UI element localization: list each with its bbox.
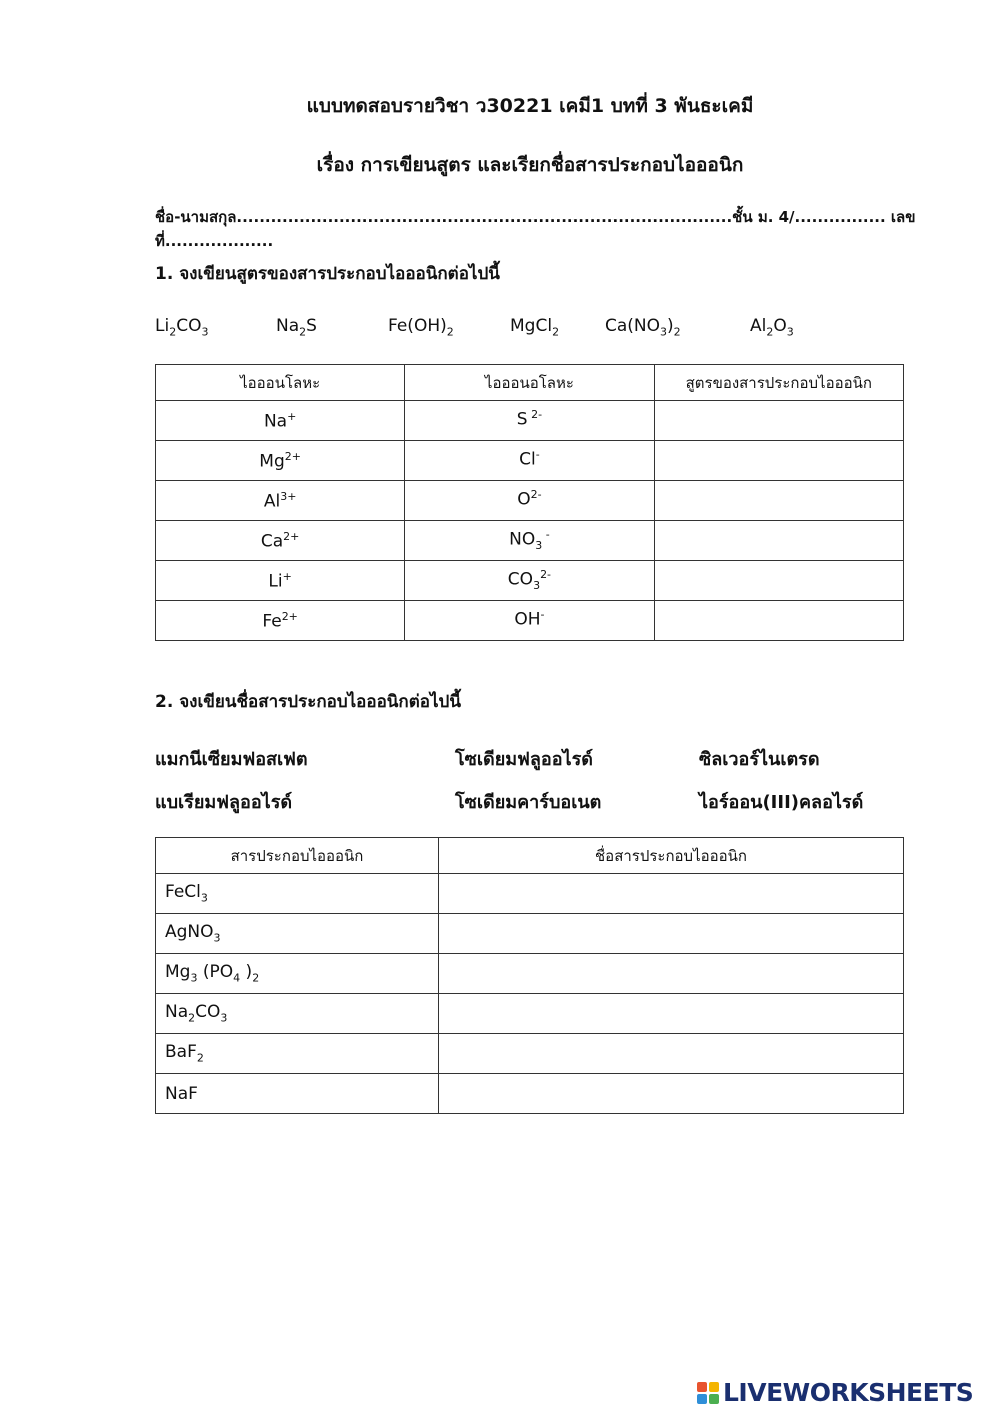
metal-ion: $Al^{3+}$ xyxy=(156,481,405,521)
header-compound-name: ชื่อสารประกอบไอออนิก xyxy=(439,838,904,874)
table-row xyxy=(156,401,904,441)
table-row xyxy=(156,601,904,641)
nonmetal-ion: S $^{2-}$ xyxy=(405,401,654,441)
logo-square xyxy=(697,1382,707,1392)
metal-ion: $Ca^{2+}$ xyxy=(156,521,405,561)
name-answer-cell[interactable] xyxy=(439,914,904,954)
compound-name-table xyxy=(155,837,904,1114)
name-answer-cell[interactable] xyxy=(439,954,904,994)
metal-ion: Na+ xyxy=(156,401,405,441)
table-row xyxy=(156,954,904,994)
metal-ion: $Mg^{2+}$ xyxy=(156,441,405,481)
table-header-row xyxy=(156,838,904,874)
nonmetal-ion: OH- xyxy=(405,601,654,641)
formula-cano32: $Ca(NO_3)_2$ xyxy=(605,316,681,339)
table-row xyxy=(156,441,904,481)
nonmetal-ion: $NO_3$ - xyxy=(405,521,654,561)
compound-name: แบเรียมฟลูออไรด์ xyxy=(155,792,293,813)
name-answer-cell[interactable] xyxy=(439,994,904,1034)
logo-square xyxy=(697,1394,707,1404)
formula-answer-cell[interactable] xyxy=(654,521,903,561)
formula-answer-cell[interactable] xyxy=(654,441,903,481)
table-row xyxy=(156,994,904,1034)
compound-name: โซเดียมฟลูออไรด์ xyxy=(455,749,593,770)
formula-answer-cell[interactable] xyxy=(654,481,903,521)
compound-formula: $Na_2CO_3$ xyxy=(156,994,439,1034)
header-nonmetal-ion: ไอออนอโลหะ xyxy=(405,365,654,401)
table-row xyxy=(156,561,904,601)
formula-li2co3: $Li_2CO_3$ xyxy=(155,316,209,339)
formula-answer-cell[interactable] xyxy=(654,601,903,641)
metal-ion: $Fe^{2+}$ xyxy=(156,601,405,641)
name-class-number-line[interactable]: ชื่อ-นามสกุล.......................................................................................ชั้น ม. 4/................ เลขที่................... xyxy=(155,208,916,250)
question-1-prompt: 1. จงเขียนสูตรของสารประกอบไอออนิกต่อไปนี้ xyxy=(155,264,500,284)
formula-answer-cell[interactable] xyxy=(654,561,903,601)
compound-name: แมกนีเซียมฟอสเฟต xyxy=(155,749,308,770)
compound-formula: FeCl$_3$ xyxy=(156,874,439,914)
table-row xyxy=(156,481,904,521)
formula-al2o3: $Al_2O_3$ xyxy=(750,316,794,339)
formula-answer-cell[interactable] xyxy=(654,401,903,441)
logo-square xyxy=(709,1382,719,1392)
table-row xyxy=(156,1034,904,1074)
logo-square xyxy=(709,1394,719,1404)
nonmetal-ion: $O^{2-}$ xyxy=(405,481,654,521)
name-answer-cell[interactable] xyxy=(439,874,904,914)
name-answer-cell[interactable] xyxy=(439,1034,904,1074)
logo-text: LIVEWORKSHEETS xyxy=(723,1378,974,1407)
header-metal-ion: ไอออนโลหะ xyxy=(156,365,405,401)
table-row xyxy=(156,1074,904,1114)
ion-formula-table xyxy=(155,364,904,641)
worksheet-title: แบบทดสอบรายวิชา ว30221 เคมี1 บทที่ 3 พันธะเคมี xyxy=(306,95,754,117)
compound-formula: BaF$_2$ xyxy=(156,1034,439,1074)
formula-feoh2: $Fe(OH)_2$ xyxy=(388,316,454,339)
formula-na2s: $Na_2S$ xyxy=(276,316,317,339)
table-row xyxy=(156,521,904,561)
table-row xyxy=(156,914,904,954)
compound-formula: $Mg_3$ ($PO_4$ )$_2$ xyxy=(156,954,439,994)
table-header-row xyxy=(156,365,904,401)
header-compound: สารประกอบไอออนิก xyxy=(156,838,439,874)
table-row xyxy=(156,874,904,914)
worksheet-subtitle: เรื่อง การเขียนสูตร และเรียกชื่อสารประกอบไอออนิก xyxy=(316,154,744,176)
compound-name: ไอร์ออน(III)คลอไรด์ xyxy=(699,792,864,813)
liveworksheets-logo xyxy=(697,1378,973,1407)
compound-formula: NaF xyxy=(156,1074,439,1114)
name-answer-cell[interactable] xyxy=(439,1074,904,1114)
compound-name: ซิลเวอร์ไนเตรด xyxy=(699,749,820,770)
liveworksheets-logo-icon xyxy=(697,1382,719,1404)
question-2-prompt: 2. จงเขียนชื่อสารประกอบไอออนิกต่อไปนี้ xyxy=(155,692,461,712)
header-formula: สูตรของสารประกอบไอออนิก xyxy=(654,365,903,401)
metal-ion: Li+ xyxy=(156,561,405,601)
compound-formula: AgNO$_3$ xyxy=(156,914,439,954)
compound-name: โซเดียมคาร์บอเนต xyxy=(455,792,602,813)
nonmetal-ion: $CO_3^{2-}$ xyxy=(405,561,654,601)
formula-mgcl2: MgCl$_2$ xyxy=(510,316,560,339)
nonmetal-ion: Cl- xyxy=(405,441,654,481)
